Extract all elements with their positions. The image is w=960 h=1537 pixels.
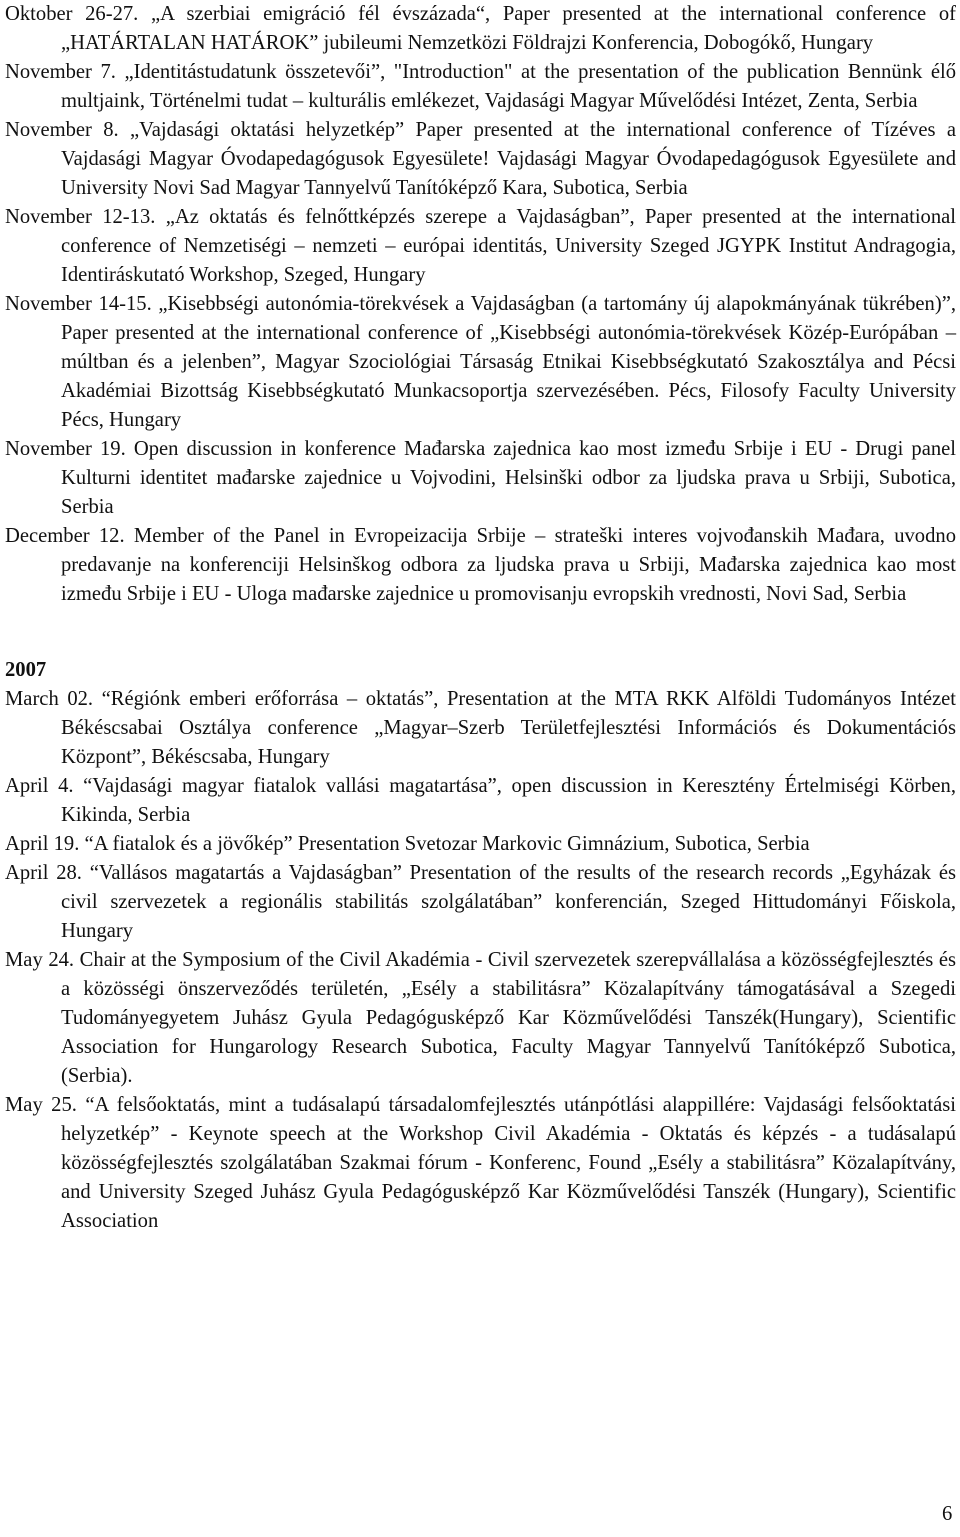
entry-date: November 8. (5, 119, 119, 141)
entry-date: April 4. (5, 775, 74, 797)
entry-text: Open discussion in konference Mađarska zajednica kao most između Srbije i EU - Drugi panel Kulturni identitet mađarske zajednice u Vojvodini, Helsinški odbor za ljudska prava u Srbiji, Subotica, Serbia (61, 438, 957, 518)
entry-text: “Régiónk emberi erőforrása – oktatás”, Presentation at the MTA RKK Alföldi Tudományos Intézet Békéscsabai Osztálya conference „Magyar–Szerb Területfejlesztési Információs és Dokumentációs Központ”, Békéscsaba, Hungary (61, 688, 957, 768)
entry-date: April 28. (5, 862, 82, 884)
entry-text: „A szerbiai emigráció fél évszázada“, Paper presented at the international conference of „HATÁRTALAN HATÁROK” jubileumi Nemzetközi Földrajzi Konferencia, Dobogókő, Hungary (61, 3, 956, 54)
list-item (5, 0, 956, 58)
entry-date: March 02. (5, 688, 94, 710)
entry-date: April 19. (5, 833, 80, 855)
entry-text: Member of the Panel in Evropeizacija Srbije – strateški interes vojvođanskih Mađara, uvodno predavanje na konferenciji Helsinškog odbora za ljudska prava u Srbiji, Mađarska zajednica kao most između Srbije i EU - Uloga mađarske zajednice u promovisanju evropskih vrednosti, Novi Sad, Serbia (61, 525, 956, 605)
entry-text: Chair at the Symposium of the Civil Akadémia - Civil szervezetek szerepvállalása a közösségfejlesztés és a közösségi önszerveződés területén, „Esély a stabilitásra” Közalapítvány támogatásával a Szegedi Tudományegyetem Juhász Gyula Pedagógusképző Kar Közművelődési Tanszék(Hungary), Scientific Association for Hungarology Research Subotica, Faculty Magyar Tannyelvű Tanítóképző Subotica, (Serbia). (61, 949, 957, 1087)
entry-text: “A felsőoktatás, mint a tudásalapú társadalomfejlesztés utánpótlási alappillére: Vajdasági felsőoktatási helyzetkép” - Keynote speech at the Workshop Civil Akadémia - Oktatás és képzés - a tudásalapú közösségfejlesztés szolgálatában Szakmai fórum - Konferenc, Found „Esély a stabilitásra” Közalapítvány, and University Szeged Juhász Gyula Pedagógusképző Kar Közművelődési Tanszék (Hungary), Scientific Association (61, 1094, 957, 1232)
entry-text: “Vallásos magatartás a Vajdaságban” Presentation of the results of the research records „Egyházak és civil szervezetek a regionális stabilitás szolgálatában” konferencián, Szeged Hittudományi Főiskola, Hungary (61, 862, 956, 942)
list-item (5, 685, 956, 772)
entry-date: November 19. (5, 438, 126, 460)
entry-text: „Identitástudatunk összetevői”, "Introduction" at the presentation of the publication Bennünk élő multjaink, Történelmi tudat – kulturális emlékezet, Vajdasági Magyar Művelődési Intézet, Zenta, Serbia (61, 61, 956, 112)
list-item (5, 946, 956, 1091)
entry-date: November 7. (5, 61, 116, 83)
entry-date: December 12. (5, 525, 125, 547)
entry-text: “A fiatalok és a jövőkép” Presentation Svetozar Markovic Gimnázium, Subotica, Serbia (84, 833, 810, 855)
section-spacer (5, 609, 956, 656)
entry-date: May 24. (5, 949, 75, 971)
year-heading: 2007 (5, 659, 47, 681)
entry-date: May 25. (5, 1094, 77, 1116)
entry-date: November 12-13. (5, 206, 156, 228)
list-item (5, 1091, 956, 1236)
entry-date: November 14-15. (5, 293, 152, 315)
document-body (5, 0, 956, 1236)
list-item (5, 859, 956, 946)
list-item (5, 116, 956, 203)
entry-text: „Kisebbségi autonómia-törekvések a Vajdaságban (a tartomány új alapokmányának tükrében)”, Paper presented at the international conference of „Kisebbségi autonómia-törekvések Közép-Európában – múltban és a jelenben”, Magyar Szociológiai Társaság Etnikai Kisebbségkutató Szakosztálya and Pécsi Akadémiai Bizottság Kisebbségkutató Munkacsoportja szervezésében. Pécs, Filosofy Faculty University Pécs, Hungary (61, 293, 956, 431)
list-item (5, 58, 956, 116)
list-item (5, 203, 956, 290)
list-item (5, 435, 956, 522)
entry-date: Oktober 26-27. (5, 3, 139, 25)
page-number: 6 (942, 1503, 953, 1525)
entry-text: „Vajdasági oktatási helyzetkép” Paper presented at the international conference of Tízéves a Vajdasági Magyar Óvodapedagógusok Egyesülete! Vajdasági Magyar Óvodapedagógusok Egyesülete and University Novi Sad Magyar Tannyelvű Tanítóképző Kara, Subotica, Serbia (61, 119, 957, 199)
list-item (5, 772, 956, 830)
entry-text: “Vajdasági magyar fiatalok vallási magatartása”, open discussion in Keresztény Értelmiségi Körben, Kikinda, Serbia (61, 775, 956, 826)
entry-text: „Az oktatás és felnőttképzés szerepe a Vajdaságban”, Paper presented at the international conference of Nemzetiségi – nemzeti – európai identitás, University Szeged JGYPK Institut Andragogia, Identiráskutató Workshop, Szeged, Hungary (61, 206, 957, 286)
list-item (5, 290, 956, 435)
list-item (5, 522, 956, 609)
list-item (5, 830, 956, 859)
